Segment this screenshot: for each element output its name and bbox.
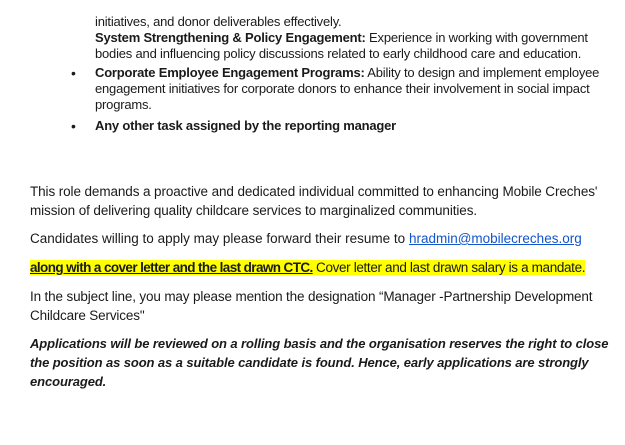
bullet-icon: • [71, 65, 76, 81]
continued-section [95, 14, 620, 62]
cover-letter-rest: Cover letter and last drawn salary is a mandate. [312, 260, 586, 275]
cover-letter-emphasis: along with a cover letter and the last drawn CTC. [30, 260, 313, 275]
highlighted-text [30, 260, 585, 275]
subject-line-paragraph: In the subject line, you may please mention the designation “Manager -Partnership Development Childcare Services" [30, 289, 593, 323]
apply-paragraph [30, 229, 605, 248]
cover-letter-paragraph [30, 258, 605, 277]
item-title: Corporate Employee Engagement Programs: [95, 65, 365, 80]
role-paragraph: This role demands a proactive and dedicated individual committed to enhancing Mobile Creches' mission of delivering quality childcare services to marginalized communities. [30, 184, 598, 218]
responsibility-list [71, 65, 620, 139]
list-item [71, 65, 620, 113]
bullet-icon: • [71, 118, 76, 134]
system-strengthening-item [95, 30, 620, 62]
item-text: Experience in working with government bodies and influencing policy discussions related to early childhood care and education. [95, 30, 588, 61]
rolling-basis-notice: Applications will be reviewed on a rolling basis and the organisation reserves the right to close the position as soon as a suitable candidate is found. Hence, early applications are strongly encouraged. [30, 336, 609, 389]
item-title: System Strengthening & Policy Engagement: [95, 30, 366, 45]
continued-line: initiatives, and donor deliverables effectively. [95, 14, 342, 29]
item-text: Ability to design and implement employee engagement initiatives for corporate donors to enhance their involvement in social impact programs. [95, 65, 600, 112]
list-item [71, 118, 620, 134]
apply-text: Candidates willing to apply may please forward their resume to [30, 231, 409, 246]
email-link[interactable]: hradmin@mobilecreches.org [408, 231, 582, 246]
item-title: Any other task assigned by the reporting manager [95, 118, 397, 133]
